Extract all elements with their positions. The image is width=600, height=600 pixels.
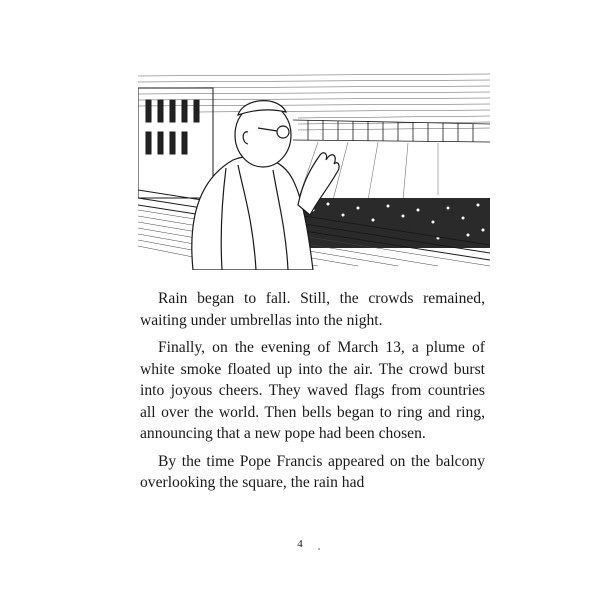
pope-balcony-drawing [138, 70, 490, 270]
print-speck [318, 548, 320, 550]
paragraph-white-smoke: Finally, on the evening of March 13, a plume of white smoke floated up into the air. The crowd burst into joyous cheers. They waved flags from countries all over the world. Then bells began to ring and ring, announcing that a new pope had been chosen. [140, 339, 485, 442]
page-number: 4 [297, 538, 303, 550]
paragraph-rain: Rain began to fall. Still, the crowds remained, waiting under umbrellas into the night. [140, 290, 485, 329]
pope-waving-illustration [138, 70, 490, 270]
story-text [140, 288, 485, 500]
paragraph-pope-appears: By the time Pope Francis appeared on the balcony overlooking the square, the rain had [140, 452, 485, 491]
